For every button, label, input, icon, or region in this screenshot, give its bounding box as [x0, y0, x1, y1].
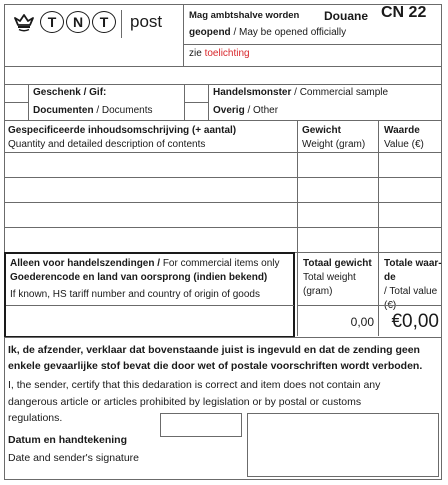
date-input[interactable] — [160, 413, 242, 437]
total-value-sub: / Total value — [384, 286, 438, 297]
content-row-1-weight[interactable] — [298, 153, 377, 177]
hs-code-input[interactable] — [7, 307, 293, 335]
hs-code-en: If known, HS tariff number and country of origin of goods — [10, 289, 260, 300]
signature-field[interactable] — [247, 413, 439, 477]
contents-col-sub: Quantity and detailed description of contents — [8, 139, 206, 150]
documents-checkbox[interactable] — [6, 104, 26, 118]
content-row-2-value[interactable] — [379, 178, 441, 202]
date-signature-en: Date and sender's signature — [8, 452, 140, 464]
total-weight-header: Totaal gewicht — [303, 258, 372, 269]
content-row-3-weight[interactable] — [298, 203, 377, 227]
hs-code-nl: Goederencode en land van oorsprong (indien bekend) — [10, 272, 268, 283]
content-row-1-value[interactable] — [379, 153, 441, 177]
commercial-en-title: For commercial items only — [162, 258, 280, 269]
total-weight-sub: Total weight (gram) — [303, 272, 356, 297]
post-label: post — [130, 12, 163, 31]
zie-text: zie — [189, 48, 202, 59]
sample-checkbox[interactable] — [186, 87, 206, 100]
other-en-label: / Other — [247, 105, 279, 116]
sample-en-label: / Commercial sample — [294, 87, 389, 98]
content-row-3-description[interactable] — [5, 203, 296, 227]
content-row-4-description[interactable] — [5, 228, 296, 252]
toelichting-link[interactable]: toelichting — [204, 48, 250, 59]
cn22-label: CN 22 — [381, 4, 427, 21]
other-checkbox[interactable] — [186, 104, 206, 118]
contents-col-header: Gespecificeerde inhoudsomschrijving (+ aantal) — [8, 125, 237, 136]
total-weight-field[interactable]: 0,00 — [350, 315, 374, 329]
total-value-header: Totale waar-de — [384, 258, 442, 283]
tnt-logo: T N T — [40, 11, 116, 33]
declaration-nl: Ik, de afzender, verklaar dat bovenstaande juist is ingevuld en dat de zending geen enkele gevaarlijke stof bevat die door wet of postale voorschriften wordt verboden. — [8, 344, 423, 372]
opened-nl-text: Mag ambtshalve worden — [189, 10, 300, 21]
gift-checkbox[interactable] — [6, 87, 26, 100]
content-row-4-value[interactable] — [379, 228, 441, 252]
declaration-en: I, the sender, certify that this dedaration is correct and item does not contain any dangerous article or articles prohibited by legislation or by postal or customs regulations. — [8, 379, 381, 424]
weight-col-sub: Weight (gram) — [302, 139, 366, 150]
gift-label: Geschenk / Gif: — [33, 87, 107, 98]
opened-en-text: / May be opened officially — [233, 27, 347, 38]
content-row-2-description[interactable] — [5, 178, 296, 202]
other-nl-label: Overig — [213, 105, 245, 116]
total-value-field[interactable]: €0,00 — [391, 311, 439, 332]
content-row-2-weight[interactable] — [298, 178, 377, 202]
commercial-nl-title: Alleen voor handelszendingen / — [10, 258, 161, 269]
content-row-1-description[interactable] — [5, 153, 296, 177]
content-row-3-value[interactable] — [379, 203, 441, 227]
value-col-header: Waarde — [384, 125, 420, 136]
opened-bold-text: geopend — [189, 27, 231, 38]
content-row-4-weight[interactable] — [298, 228, 377, 252]
douane-label: Douane — [324, 9, 369, 23]
crown-icon — [12, 10, 36, 34]
documents-nl-label: Documenten — [33, 105, 94, 116]
date-signature-nl: Datum en handtekening — [8, 434, 128, 446]
value-col-sub: Value (€) — [384, 139, 424, 150]
documents-en-label: / Documents — [96, 105, 153, 116]
sample-nl-label: Handelsmonster — [213, 87, 292, 98]
weight-col-header: Gewicht — [302, 125, 341, 136]
